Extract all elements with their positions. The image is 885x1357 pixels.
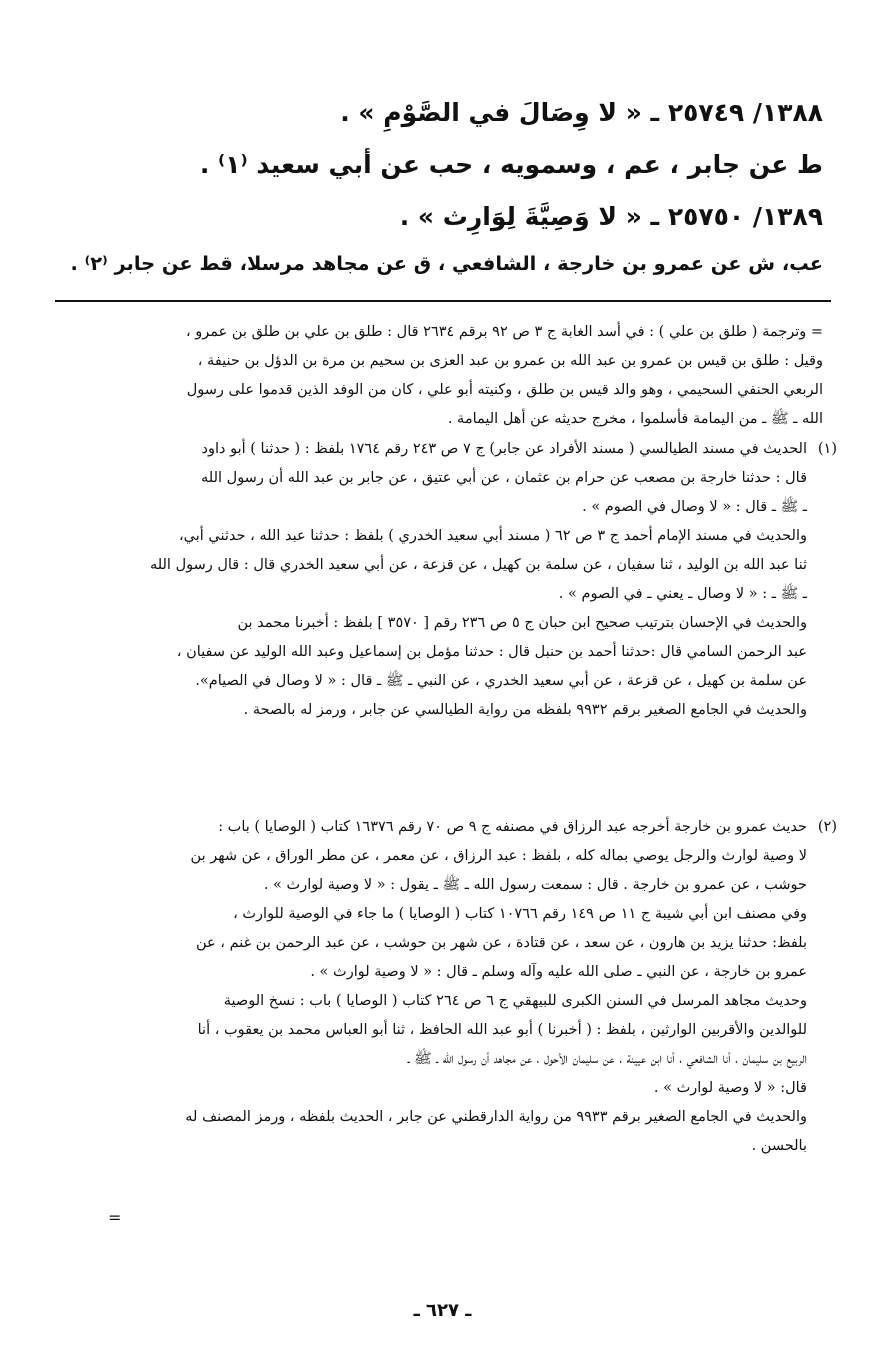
footnote-line: عمرو بن خارجة ، عن النبي ـ صلى الله عليه وآله وسلم ـ قال : « لا وصية لوارث » . [310,964,807,980]
footnote-line: الربيع بن سليمان ، أنا الشافعي ، أنا ابن عيينة ، عن سليمان الأحول ، عن مجاهد أن رسول الله ـ ﷺ ـ [407,1051,807,1067]
hadith-1389-sources: عب، ش عن عمرو بن خارجة ، الشافعي ، ق عن مجاهد مرسلا، قط عن جابر ⁽٢⁾ . [70,252,823,275]
footnote-line: والحديث في الإحسان بترتيب صحيح ابن حبان ج ٥ ص ٢٣٦ رقم [ ٣٥٧٠ ] بلفظ : أخبرنا محمد بن [237,615,807,631]
footnote-divider [55,300,831,302]
hadith-1388-sources: ط عن جابر ، عم ، وسمويه ، حب عن أبي سعيد ⁽١⁾ . [199,150,823,179]
footnote-line: وفي مصنف ابن أبي شيبة ج ١١ ص ١٤٩ رقم ١٠٧٦٦ كتاب ( الوصايا ) ما جاء في الوصية للوارث ، [233,906,807,922]
footnote-2-marker: (٢) [817,819,837,835]
footnote-1 [57,435,807,725]
footnote-line: ثنا عبد الله بن الوليد ، ثنا سفيان ، عن سلمة بن كهيل ، عن قزعة ، عن أبي سعيد الخدري قال : قال رسول الله [149,557,807,573]
footnote-line: وقيل : طلق بن قيس بن عمرو بن عبد الله بن عمرو بن عبد العزى بن سحيم بن مرة بن الدؤل بن حنيفة ، [197,353,823,369]
footnote-line: قال: « لا وصية لوارث » . [653,1080,807,1096]
hadith-1388: ١٣٨٨/ ٢٥٧٤٩ ـ « لا وِصَالَ في الصَّوْمِ » . [340,98,823,127]
footnote-line: بلفظ: حدثنا يزيد بن هارون ، عن سعد ، عن قتادة ، عن شهر بن حوشب ، عن عبد الرحمن بن غنم ، عن [196,935,807,951]
footnote-1-marker: (١) [817,441,837,457]
footnote-line: = وترجمة ( طلق بن علي ) : في أسد الغابة ج ٣ ص ٩٢ برقم ٢٦٣٤ قال : طلق بن علي بن طلق بن عمرو ، [185,324,823,340]
footnote-line: عن سلمة بن كهيل ، عن قزعة ، عن أبي سعيد الخدري ، عن النبي ـ ﷺ ـ قال : « لا وصال في الصيام». [195,673,807,689]
footnote-line: والحديث في الجامع الصغير برقم ٩٩٣٣ من رواية الدارقطني عن جابر ، الحديث بلفظه ، ورمز المصنف له [185,1109,807,1125]
footnote-line: الحديث في مسند الطيالسي ( مسند الأفراد عن جابر) ج ٧ ص ٢٤٣ رقم ١٧٦٤ بلفظ : ( حدثنا ) أبو داود [201,441,807,457]
footnote-line: حديث عمرو بن خارجة أخرجه عبد الرزاق في مصنفه ج ٩ ص ٧٠ رقم ١٦٣٧٦ كتاب ( الوصايا ) باب : [218,819,807,835]
footnote-line: الله ـ ﷺ ـ من اليمامة فأسلموا ، مخرج حديثه عن أهل اليمامة . [447,411,823,427]
hadith-1389: ١٣٨٩/ ٢٥٧٥٠ ـ « لا وَصِيَّةَ لِوَارِث » . [399,202,823,231]
footnote-line: ـ ﷺ ـ قال : « لا وصال في الصوم » . [582,499,807,515]
footnote-line: بالحسن . [751,1138,807,1154]
footnote-line: ـ ﷺ ـ : « لا وصال ـ يعني ـ في الصوم » . [558,586,807,602]
footnote-continuation [57,318,823,434]
footnote-line: لا وصية لوارث والرجل يوصي بماله كله ، بلفظ : عبد الرزاق ، عن معمر ، عن مطر الوراق ، عن شهر بن [190,848,807,864]
footnote-line: قال : حدثنا خارجة بن مصعب عن حرام بن عثمان ، عن أبي عتيق ، عن جابر بن عبد الله أن رسول الله [201,470,807,486]
footnote-2-number [809,813,837,842]
footnote-1-number [809,435,837,464]
footnote-line: حوشب ، عن عمرو بن خارجة . قال : سمعت رسول الله ـ ﷺ ـ يقول : « لا وصية لوارث » . [263,877,807,893]
footnote-line: والحديث في مسند الإمام أحمد ج ٣ ص ٦٢ ( مسند أبي سعيد الخدري ) بلفظ : حدثنا عبد الله ، حدثني أبي، [178,528,807,544]
footnote-line: عبد الرحمن السامي قال :حدثنا أحمد بن حنبل قال : حدثنا مؤمل بن إسماعيل وعبد الله الوليد عن سفيان ، [176,644,807,660]
footnote-2 [57,813,807,1161]
footnote-line: للوالدين والأقربين الوارثين ، بلفظ : ( أخبرنا ) أبو عبد الله الحافظ ، ثنا أبو العباس محمد بن يعقوب ، أنا [197,1022,807,1038]
continuation-mark: = [108,1208,122,1227]
footnote-line: الربعي الحنفي السحيمي ، وهو والد قيس بن طلق ، وكنيته أبو علي ، كان من الوفد الذين قدموا على رسول [186,382,823,398]
page-number: ـ ٦٢٧ ـ [413,1300,472,1321]
footnote-line: والحديث في الجامع الصغير برقم ٩٩٣٢ بلفظه من رواية الطيالسي عن جابر ، ورمز له بالصحة . [243,702,807,718]
footnote-line: وحديث مجاهد المرسل في السنن الكبرى للبيهقي ج ٦ ص ٢٦٤ كتاب ( الوصايا ) باب : نسخ الوصية [223,993,807,1009]
